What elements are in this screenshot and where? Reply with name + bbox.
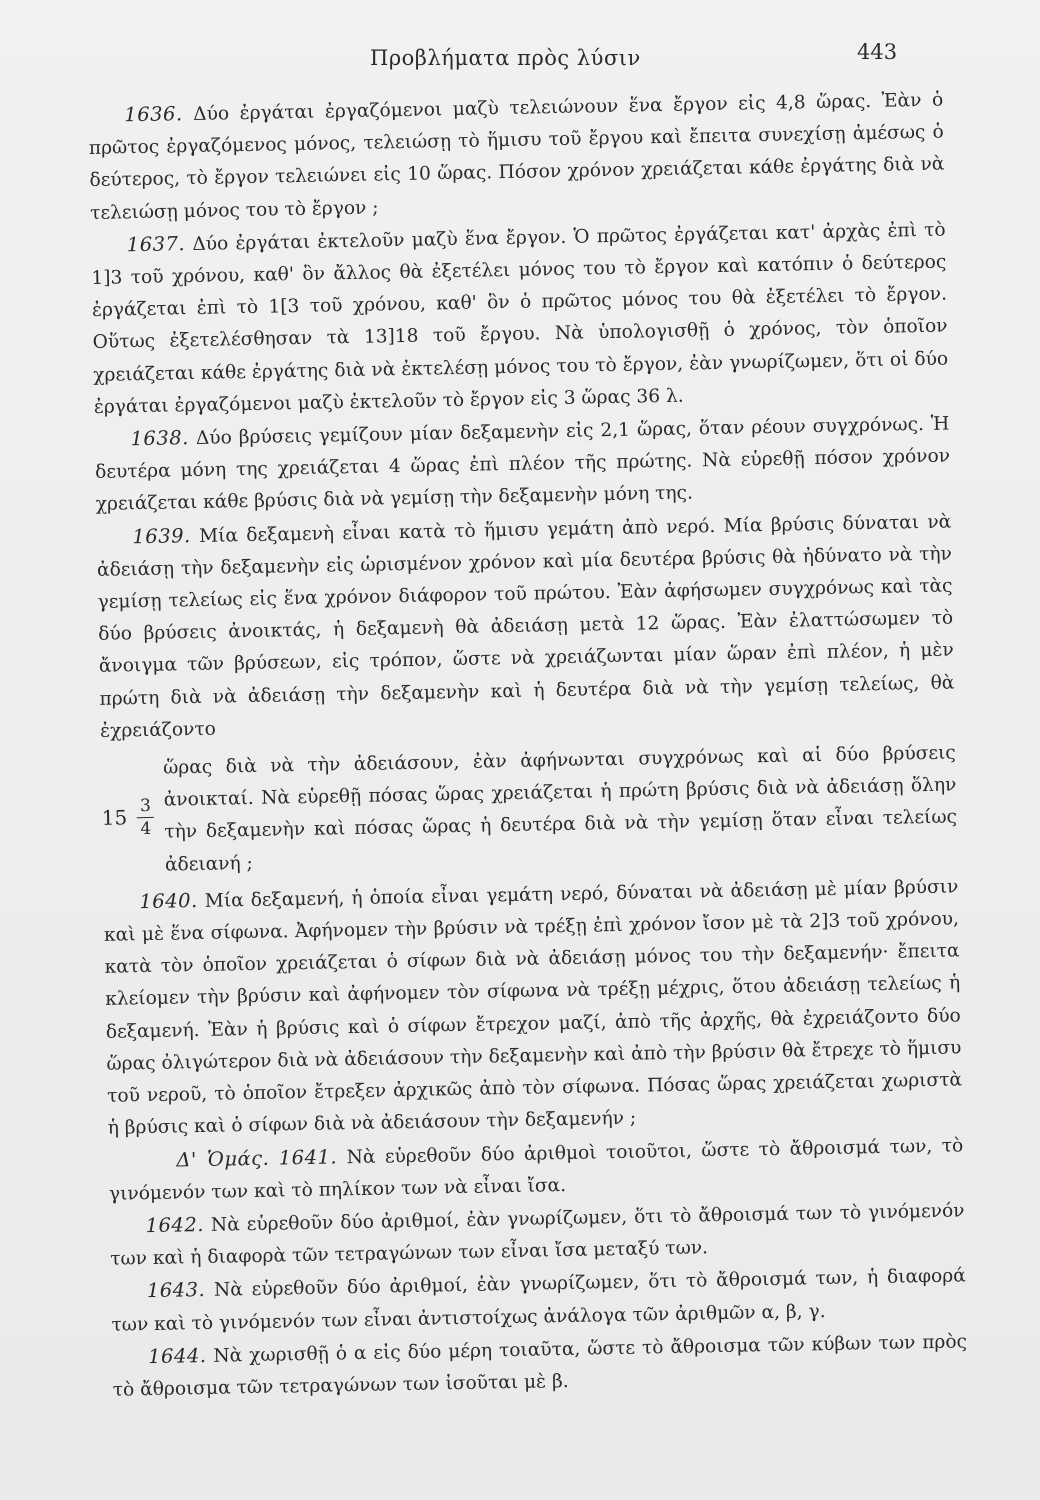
group-heading: Δ' Ὁμάς. — [176, 1146, 270, 1171]
problem-number: 1644. — [147, 1343, 207, 1368]
problem-text: Νὰ χωρισθῇ ὁ α εἰς δύο μέρη τοιαῦτα, ὥστε τὸ ἄθροισμα τῶν κύβων των πρὸς τὸ ἄθροισμα τῶν τετραγώνων των ἰσοῦται μὲ β. — [112, 1331, 968, 1401]
problem-number: 1639. — [132, 523, 191, 548]
mixed-whole: 15 — [101, 805, 128, 831]
problem-number: 1642. — [145, 1212, 205, 1238]
problem-1638 — [94, 408, 951, 522]
mixed-fraction-line — [101, 738, 958, 883]
page-body — [88, 84, 968, 1407]
problem-number: 1638. — [130, 426, 190, 451]
problem-number: 1641. — [278, 1144, 338, 1170]
problem-text: Δύο βρύσεις γεμίζουν μίαν δεξαμενὴν εἰς 2,1 ὥρας, ὅταν ρέουν συγχρόνως. Ἡ δευτέρα μόνη της χρειάζεται 4 ὥρας ἐπὶ πλέον τῆς πρώτης. Νὰ εὑρεθῇ πόσον χρόνον χρειάζεται κάθε βρύσις διὰ νὰ γεμίσῃ τὴν δεξαμενὴν μόνη της. — [94, 413, 951, 516]
mixed-number — [101, 795, 154, 841]
problem-text: Μία δεξαμενὴ εἶναι κατὰ τὸ ἥμισυ γεμάτη ἀπὸ νερό. Μία βρύσις δύναται νὰ ἀδειάσῃ τὴν δεξαμενὴν εἰς ὡρισμένον χρόνον καὶ μία δευτέρα βρύσις θὰ ἠδύνατο νὰ τὴν γεμίσῃ τελείως εἰς ἕνα χρόνον διάφορον τοῦ πρώτου. Ἐὰν ἀφήσωμεν συγχρόνως καὶ τὰς δύο βρύσεις ἀνοικτάς, ἡ δεξαμενὴ θὰ ἀδειάσῃ μετὰ 12 ὥρας. Ἐὰν ἐλαττώσωμεν τὸ ἄνοιγμα τῶν βρύσεων, εἰς τρόπον, ὥστε νὰ χρειάζωνται μίαν ὥραν ἐπὶ πλέον, ἡ μὲν πρώτη διὰ νὰ ἀδειάσῃ τὴν δεξαμενὴν καὶ ἡ δευτέρα διὰ νὰ τὴν γεμίσῃ τελείως, θὰ ἐχρειάζοντο — [96, 511, 955, 742]
fraction-denominator: 4 — [140, 818, 152, 840]
problem-text: Νὰ εὑρεθοῦν δύο ἀριθμοὶ τοιοῦτοι, ὥστε τὸ ἄθροισμά των, τὸ γινόμενόν των καὶ τὸ πηλίκον των νὰ εἶναι ἴσα. — [108, 1134, 964, 1205]
problem-1640 — [103, 870, 963, 1145]
problem-1637 — [90, 213, 949, 424]
problem-1636 — [88, 84, 945, 230]
problem-text-continued: ὥρας διὰ νὰ τὴν ἀδειάσουν, ἐὰν ἀφήνωνται συγχρόνως καὶ αἱ δύο βρύσεις ἀνοικταί. Νὰ εὑρεθῇ πόσας ὥρας χρειάζεται ἡ πρώτη βρύσις διὰ νὰ ἀδειάσῃ ὅλην τὴν δεξαμενὴν καὶ πόσας ὥρας ἡ δευτέρα διὰ νὰ τὴν γεμίσῃ ὅταν εἶναι τελείως ἀδειανή ; — [162, 742, 958, 876]
problem-text: Νὰ εὑρεθοῦν δύο ἀριθμοί, ἐὰν γνωρίζωμεν, ὅτι τὸ ἄθροισμά των τὸ γινόμενόν των καὶ ἡ διαφορὰ τῶν τετραγώνων των εἶναι ἴσα μεταξύ των. — [110, 1200, 965, 1270]
problem-number: 1640. — [139, 888, 198, 914]
problem-number: 1636. — [124, 102, 183, 127]
page-header — [0, 40, 1040, 86]
problem-text: Μία δεξαμενή, ἡ ὁποία εἶναι γεμάτη νερό, δύναται νὰ ἀδειάσῃ μὲ μίαν βρύσιν καὶ μὲ ἕνα σίφωνα. Ἀφήνομεν τὴν βρύσιν νὰ τρέξῃ ἐπὶ χρόνον ἴσον μὲ τὰ 2]3 τοῦ χρόνου, κατὰ τὸν ὁποῖον χρειάζεται ὁ σίφων διὰ νὰ ἀδειάσῃ μόνος του τὴν δεξαμενήν· ἔπειτα κλείομεν τὴν βρύσιν καὶ ἀφήνομεν τὸν σίφωνα νὰ τρέξῃ μέχρις, ὅτου ἀδειάσῃ τελείως ἡ δεξαμενή. Ἐὰν ἡ βρύσις καὶ ὁ σίφων ἔτρεχον μαζί, ἀπὸ τῆς ἀρχῆς, θὰ ἐχρειάζοντο δύο ὥρας ὀλιγώτερον διὰ νὰ ἀδειάσουν τὴν δεξαμενὴν καὶ ἀπὸ τὴν βρύσιν θὰ ἔτρεχε τὸ ἥμισυ τοῦ νεροῦ, τὸ ὁποῖον ἔτρεξεν ἀρχικῶς ἀπὸ τὸν σίφωνα. Πόσας ὥρας χρειάζεται χωριστὰ ἡ βρύσις καὶ ὁ σίφων διὰ νὰ ἀδειάσουν τὴν δεξαμενήν ; — [103, 876, 963, 1140]
fraction-numerator: 3 — [137, 795, 154, 818]
problem-text: Νὰ εὑρεθοῦν δύο ἀριθμοί, ἐὰν γνωρίζωμεν, ὅτι τὸ ἄθροισμά των, ἡ διαφορά των καὶ τὸ γινόμενόν των εἶναι ἀντιστοίχως ἀνάλογα τῶν ἀριθμῶν α, β, γ. — [111, 1265, 966, 1336]
problem-text: Δύο ἐργάται ἐργαζόμενοι μαζὺ τελειώνουν ἕνα ἔργον εἰς 4,8 ὥρας. Ἐὰν ὁ πρῶτος ἐργαζόμενος μόνος, τελειώσῃ τὸ ἥμισυ τοῦ ἔργου καὶ ἔπειτα συνεχίσῃ ἀμέσως ὁ δεύτερος, τὸ ἔργον τελειώνει εἰς 10 ὥρας. Πόσον χρόνον χρειάζεται κάθε ἐργάτης διὰ νὰ τελειώσῃ μόνος του τὸ ἔργον ; — [88, 89, 945, 224]
problem-text: Δύο ἐργάται ἐκτελοῦν μαζὺ ἕνα ἔργον. Ὁ πρῶτος ἐργάζεται κατ' ἀρχὰς ἐπὶ τὸ 1]3 τοῦ χρόνου, καθ' ὃν ἄλλος θὰ ἐξετέλει μόνος του τὸ ἔργον καὶ κατόπιν ὁ δεύτερος ἐργάζεται ἐπὶ τὸ 1[3 τοῦ χρόνου, καθ' ὃν ὁ πρῶτος μόνος του θὰ ἐξετέλει τὸ ἔργον. Οὕτως ἐξετελέσθησαν τὰ 13]18 τοῦ ἔργου. Νὰ ὑπολογισθῇ ὁ χρόνος, τὸν ὁποῖον χρειάζεται κάθε ἐργάτης διὰ νὰ ἐκτελέσῃ μόνος του τὸ ἔργον, ἐὰν γνωρίζωμεν, ὅτι οἱ δύο ἐργάται ἐργαζόμενοι μαζὺ ἐκτελοῦν τὸ ἔργον εἰς 3 ὥρας 36 λ. — [91, 219, 949, 418]
page-number: 443 — [857, 40, 898, 64]
problem-number: 1637. — [126, 231, 186, 257]
problem-1639 — [96, 505, 955, 748]
problem-number: 1643. — [146, 1278, 206, 1303]
running-title: Προβλήματα πρὸς λύσιν — [370, 46, 641, 70]
fraction — [137, 795, 155, 840]
